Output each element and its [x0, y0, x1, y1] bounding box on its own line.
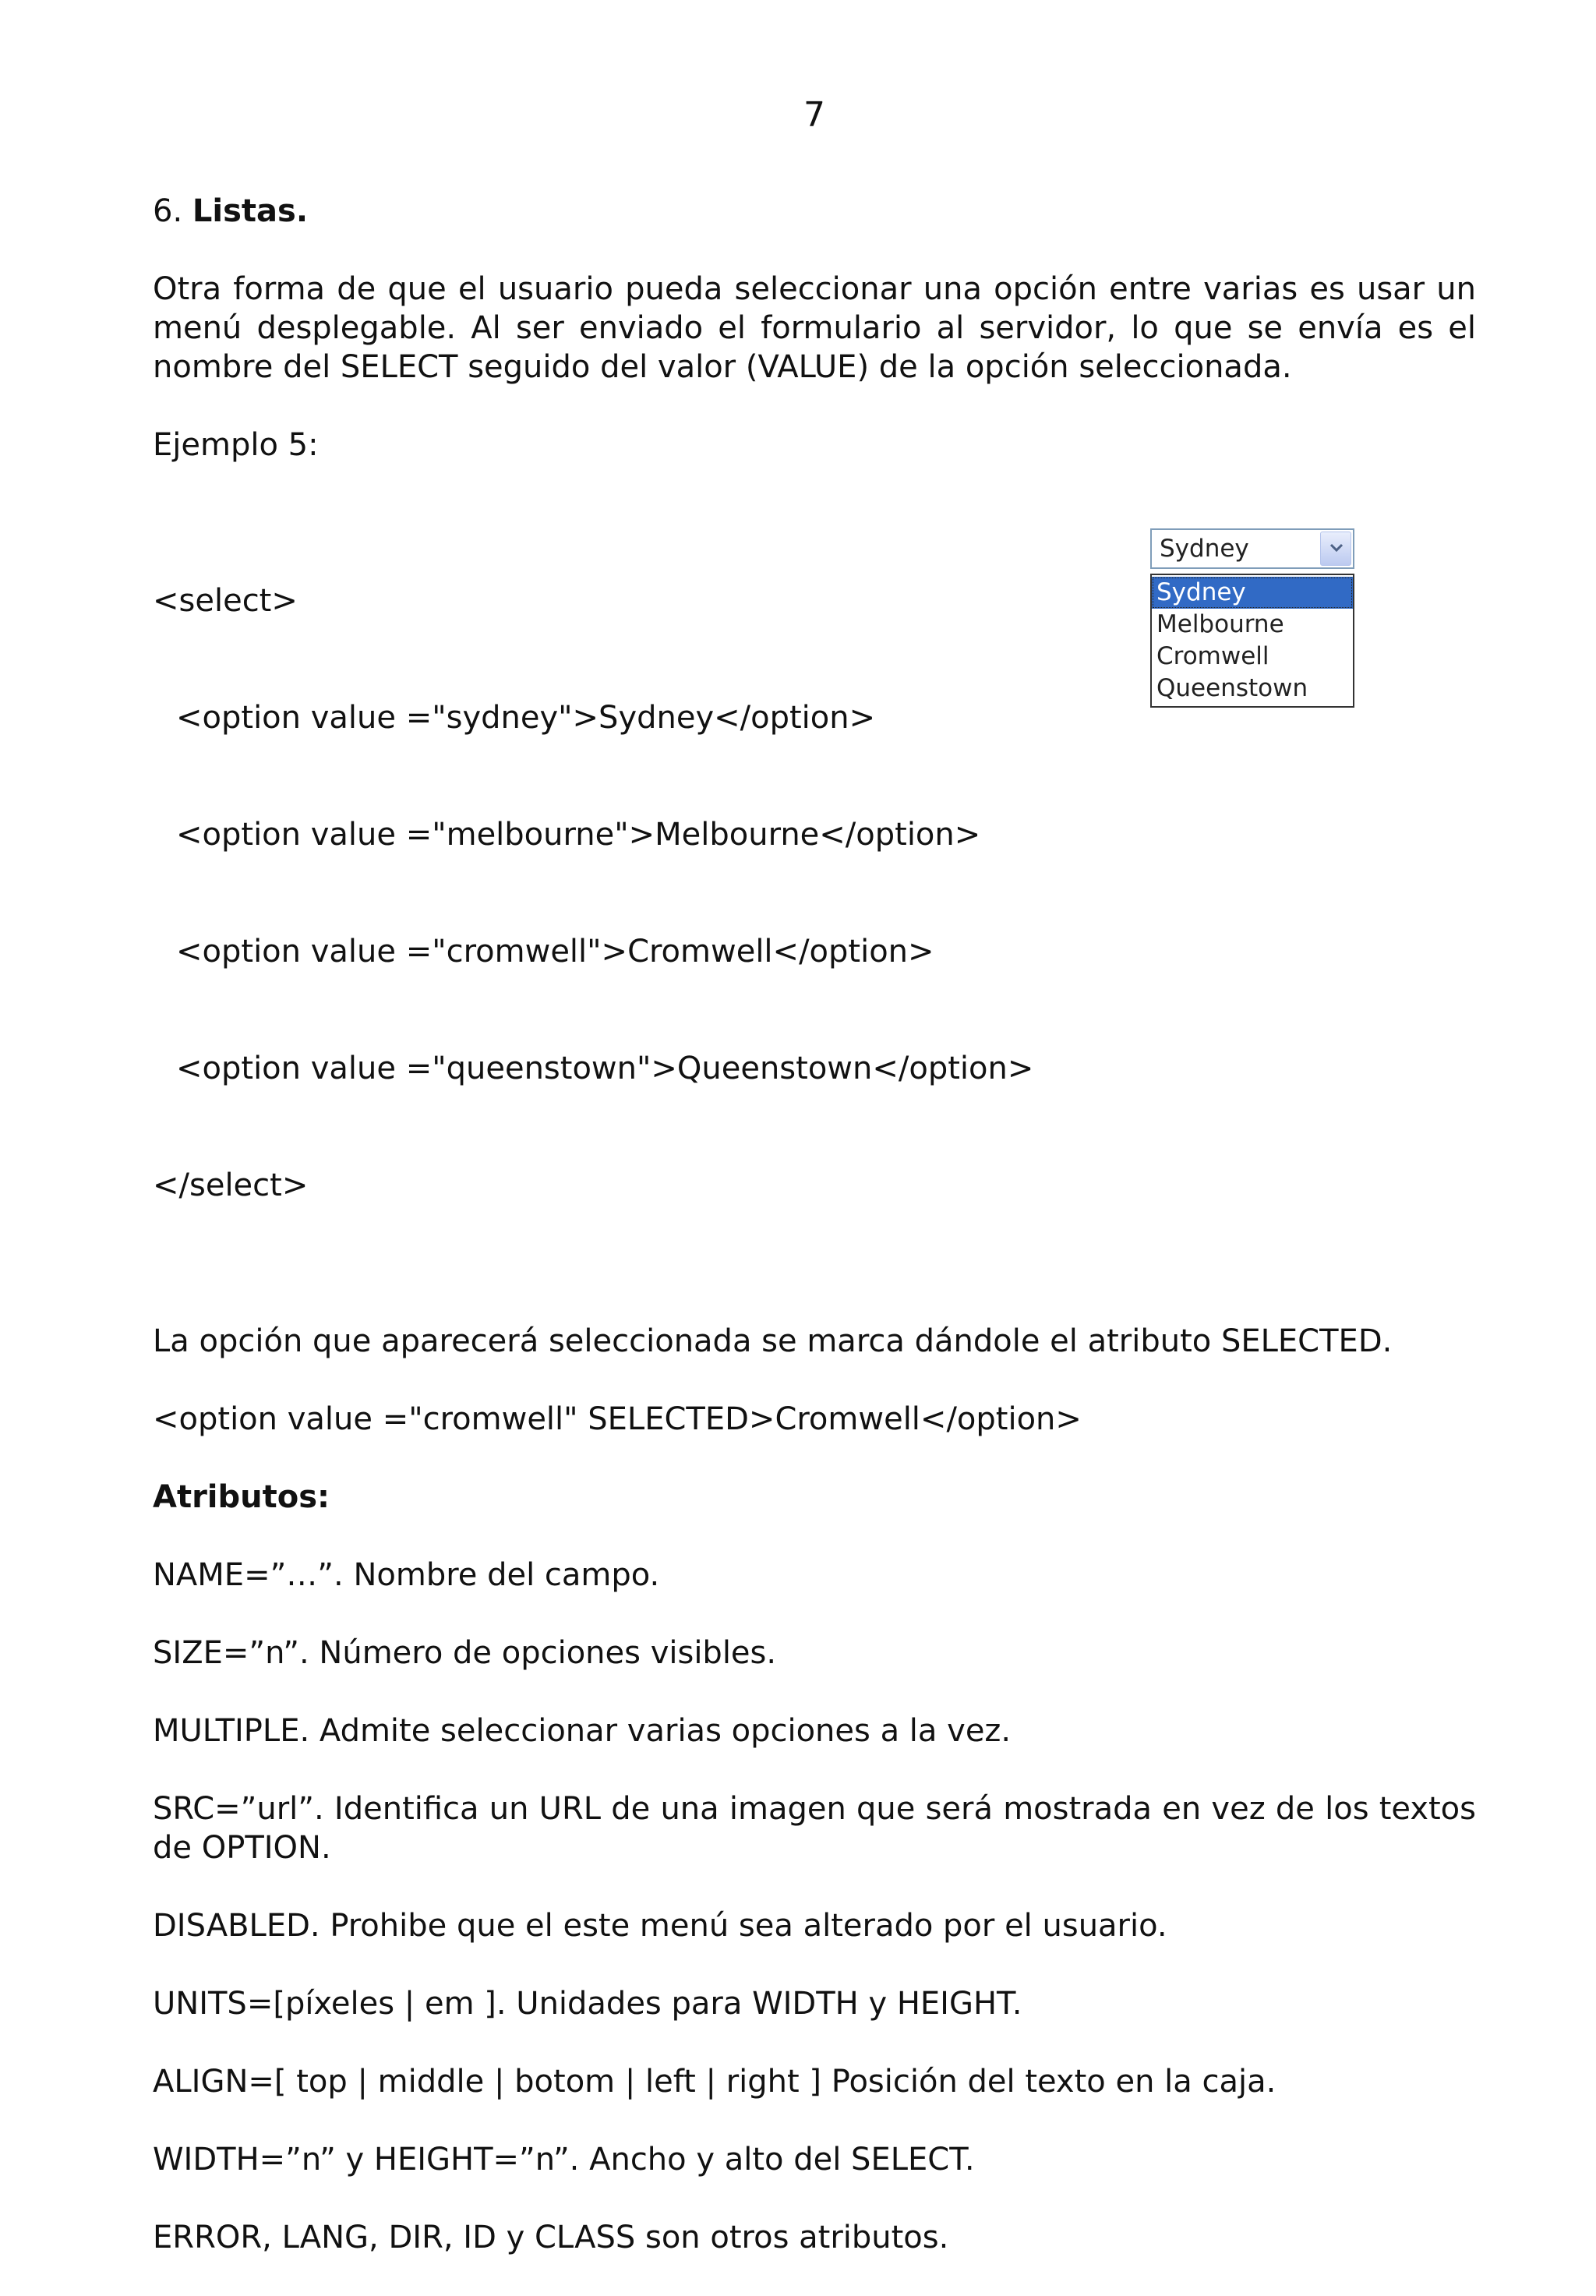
select-options-list: [1150, 574, 1354, 708]
select-option[interactable]: Cromwell: [1156, 642, 1269, 670]
select-option[interactable]: Sydney: [1152, 577, 1353, 609]
attribute-item: DISABLED. Prohibe que el este menú sea alterado por el usuario.: [153, 1908, 1167, 1944]
select-current-value: Sydney: [1160, 535, 1249, 563]
attribute-item: MULTIPLE. Admite seleccionar varias opciones a la vez.: [153, 1713, 1012, 1749]
code-option-line: <option value ="queenstown">Queenstown</option>: [176, 1051, 1034, 1086]
attribute-item: ERROR, LANG, DIR, ID y CLASS son otros atributos.: [153, 2220, 949, 2255]
attribute-item: ALIGN=[ top | middle | botom | left | right ] Posición del texto en la caja.: [153, 2064, 1276, 2100]
code-option-line: <option value ="cromwell">Cromwell</option>: [176, 934, 934, 970]
attribute-item: WIDTH=”n” y HEIGHT=”n”. Ancho y alto del SELECT.: [153, 2142, 975, 2178]
attribute-item: SIZE=”n”. Número de opciones visibles.: [153, 1635, 777, 1671]
chevron-down-icon: [1329, 542, 1344, 553]
section-title: Listas.: [192, 193, 309, 229]
dropdown-arrow-button[interactable]: [1320, 532, 1351, 566]
code-option-line: <option value ="sydney">Sydney</option>: [176, 700, 876, 736]
section-heading: [153, 192, 1476, 231]
intro-paragraph: Otra forma de que el usuario pueda seleccionar una opción entre varias es usar un menú desplegable. Al ser enviado el formulario al servidor, lo que se envía es el nombre del SELECT seguido del valor (VALUE) de la opción seleccionada.: [153, 271, 1476, 385]
page-number: 7: [803, 95, 825, 135]
selected-note: La opción que aparecerá seleccionada se marca dándole el atributo SELECTED.: [153, 1323, 1393, 1359]
attribute-item: NAME=”…”. Nombre del campo.: [153, 1557, 660, 1593]
select-option[interactable]: Queenstown: [1156, 674, 1308, 702]
attributes-heading: Atributos:: [153, 1479, 330, 1515]
code-select-close: </select>: [153, 1167, 309, 1203]
page-content: [153, 192, 1476, 2296]
attribute-item: UNITS=[píxeles | em ]. Unidades para WIDTH y HEIGHT.: [153, 1986, 1022, 2022]
code-select-open: <select>: [153, 583, 298, 619]
select-dropdown-illustration: [1150, 528, 1354, 708]
code-option-line: <option value ="melbourne">Melbourne</option>: [176, 817, 981, 853]
section-number: 6.: [153, 193, 183, 229]
selected-code: <option value ="cromwell" SELECTED>Cromwell</option>: [153, 1401, 1082, 1437]
example-label: Ejemplo 5:: [153, 427, 319, 463]
attribute-item: SRC=”url”. Identifica un URL de una imagen que será mostrada en vez de los textos de OPTION.: [153, 1791, 1476, 1866]
select-box[interactable]: [1150, 528, 1354, 569]
select-option[interactable]: Melbourne: [1156, 610, 1284, 638]
